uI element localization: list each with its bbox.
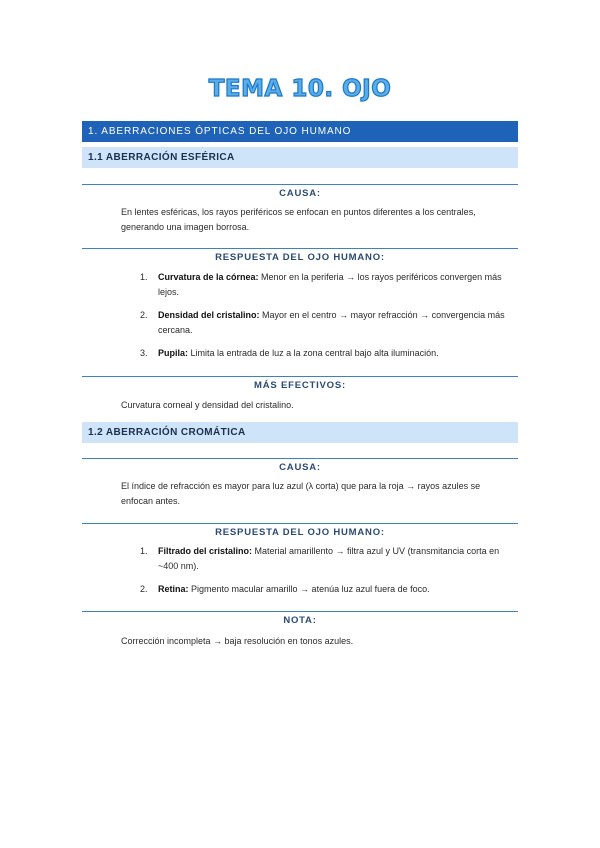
causa-label: CAUSA: xyxy=(279,188,321,199)
subsection-heading-esferica: 1.1 ABERRACIÓN ESFÉRICA xyxy=(82,147,518,168)
list-item-desc: Pigmento macular amarillo → atenúa luz azul fuera de foco. xyxy=(188,584,430,594)
causa-label: CAUSA: xyxy=(279,462,321,473)
efectivos-label: MÁS EFECTIVOS: xyxy=(254,380,346,391)
respuesta-label: RESPUESTA DEL OJO HUMANO: xyxy=(215,527,385,538)
divider xyxy=(82,611,518,612)
list-item-desc: Limita la entrada de luz a la zona central bajo alta iluminación. xyxy=(188,348,439,358)
divider xyxy=(82,376,518,377)
list-item-desc: Menor en la periferia → los rayos periféricos convergen más lejos. xyxy=(158,272,502,297)
list-item-number: 1. xyxy=(140,546,148,556)
list-item-term: Curvatura de la córnea: xyxy=(158,272,259,282)
divider xyxy=(82,184,518,185)
list-item-number: 2. xyxy=(140,584,148,594)
list-item xyxy=(140,346,510,361)
divider xyxy=(82,248,518,249)
subsection-heading-cromatica: 1.2 ABERRACIÓN CROMÁTICA xyxy=(82,422,518,443)
list-item-term: Densidad del cristalino: xyxy=(158,310,260,320)
list-item-number: 2. xyxy=(140,310,148,320)
causa-text: El índice de refracción es mayor para luz azul (λ corta) que para la roja → rayos azules se enfocan antes. xyxy=(121,481,481,506)
document-title: TEMA 10. OJO xyxy=(208,76,392,102)
list-item-number: 3. xyxy=(140,348,148,358)
list-item-number: 1. xyxy=(140,272,148,282)
list-item xyxy=(140,544,510,574)
nota-text: Corrección incompleta → baja resolución en tonos azules. xyxy=(121,636,354,646)
efectivos-text: Curvatura corneal y densidad del cristalino. xyxy=(121,400,294,410)
section-heading-aberraciones: 1. ABERRACIONES ÓPTICAS DEL OJO HUMANO xyxy=(82,121,518,142)
divider xyxy=(82,523,518,524)
list-item-term: Pupila: xyxy=(158,348,189,358)
list-item-term: Retina: xyxy=(158,584,189,594)
list-item xyxy=(140,308,510,338)
causa-text: En lentes esféricas, los rayos periféricos se enfocan en puntos diferentes a los centrales, generando una imagen borrosa. xyxy=(121,207,476,232)
list-item xyxy=(140,582,510,597)
list-item xyxy=(140,270,510,300)
list-item-term: Filtrado del cristalino: xyxy=(158,546,253,556)
list-item-desc: Mayor en el centro → mayor refracción → convergencia más cercana. xyxy=(158,310,505,335)
nota-label: NOTA: xyxy=(283,615,317,626)
list-item-desc: Material amarillento → filtra azul y UV (transmitancia corta en ~400 nm). xyxy=(158,546,500,571)
respuesta-label: RESPUESTA DEL OJO HUMANO: xyxy=(215,252,385,263)
divider xyxy=(82,458,518,459)
